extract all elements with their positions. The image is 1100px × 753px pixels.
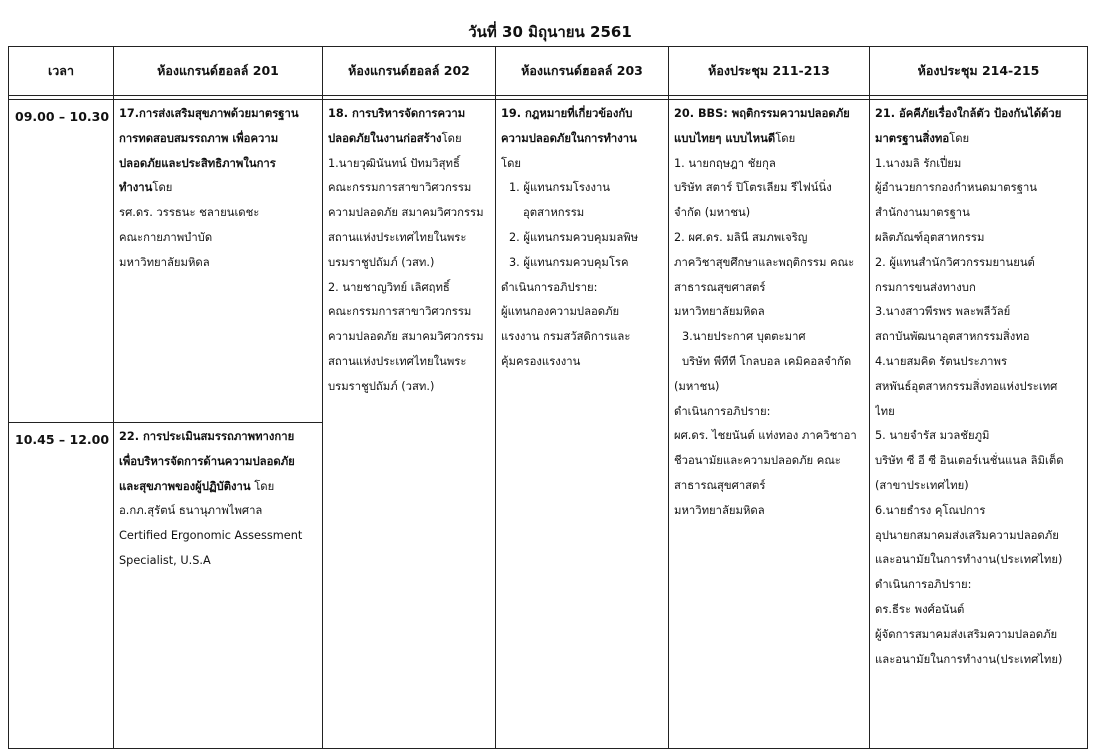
session-title-suffix: โดย <box>949 131 970 145</box>
header-room-203: ห้องแกรนด์ฮอลล์ 203 <box>496 47 669 96</box>
speaker-line: และอนามัยในการทำงาน(ประเทศไทย) <box>875 553 1063 567</box>
speaker-line: โดย <box>501 156 522 170</box>
speaker-line: ดำเนินการอภิปราย: <box>875 578 972 592</box>
speaker-line: 1.นายวุฒินันทน์ ปัทมวิสุทธิ์ <box>328 156 460 170</box>
session-title-line: แบบไทยๆ แบบไหนดี <box>674 131 776 145</box>
speaker-line: 3.นางสาวพีรพร พละพลีวัลย์ <box>875 305 1011 319</box>
speaker-line: ไทย <box>875 404 895 418</box>
session-title-line: เพื่อบริหารจัดการด้านความปลอดภัย <box>119 454 295 468</box>
speaker-line: ผลิตภัณฑ์อุตสาหกรรม <box>875 230 985 244</box>
speaker-line: Specialist, U.S.A <box>119 553 211 567</box>
session-title-line: ทำงาน <box>119 181 153 195</box>
speaker-line: บรมราชูปถัมภ์ (วสท.) <box>328 255 435 269</box>
session-title-last-line <box>119 176 318 201</box>
session-cell-201 <box>114 100 323 423</box>
speaker-line: 3.นายประกาศ บุตตะมาศ <box>682 330 806 344</box>
speaker-line: ชีวอนามัยและความปลอดภัย คณะ <box>674 454 841 468</box>
speaker-line: ผู้แทนกองความปลอดภัย <box>501 305 620 319</box>
speaker-line: ผู้อำนวยการกองกำหนดมาตรฐาน <box>875 181 1038 195</box>
session-title-line: 22. การประเมินสมรรถภาพทางกาย <box>119 430 295 443</box>
speaker-line: (มหาชน) <box>674 379 720 393</box>
session-title-last-line <box>328 127 491 152</box>
session-title-line: ความปลอดภัยในการทำงาน <box>501 131 637 145</box>
speaker-line: ผู้จัดการสมาคมส่งเสริมความปลอดภัย <box>875 627 1058 641</box>
speaker-line: กรมการขนส่งทางบก <box>875 280 976 294</box>
speaker-line: ดำเนินการอภิปราย: <box>674 404 771 418</box>
session-title-line: ปลอดภัยและประสิทธิภาพในการ <box>119 156 276 170</box>
header-room-202: ห้องแกรนด์ฮอลล์ 202 <box>323 47 496 96</box>
time-cell: 09.00 – 10.30 <box>9 100 114 423</box>
session-cell-201 <box>114 423 323 749</box>
speaker-line: 3. ผู้แทนกรมควบคุมโรค <box>509 255 629 269</box>
session-title-line: 20. BBS: พฤติกรรมความปลอดภัย <box>674 107 850 120</box>
speaker-line: 1.นางมลิ รักเปี่ยม <box>875 156 962 170</box>
speaker-line: 1. นายกฤษฎา ชัยกุล <box>674 156 776 170</box>
speaker-line: ความปลอดภัย สมาคมวิศวกรรม <box>328 206 484 220</box>
speaker-line: 5. นายจำรัส มวลชัยภูมิ <box>875 429 990 443</box>
header-room-214-215: ห้องประชุม 214-215 <box>870 47 1088 96</box>
speaker-line: รศ.ดร. วรรธนะ ชลายนเดชะ <box>119 206 260 220</box>
speaker-line: Certified Ergonomic Assessment <box>119 529 303 543</box>
speaker-line: และอนามัยในการทำงาน(ประเทศไทย) <box>875 652 1063 666</box>
time-cell: 10.45 – 12.00 <box>9 423 114 749</box>
speaker-line: 2. ผศ.ดร. มลินี สมภพเจริญ <box>674 230 808 244</box>
page-title: วันที่ 30 มิถุนายน 2561 <box>468 23 632 41</box>
speaker-line: สถาบันพัฒนาอุตสาหกรรมสิ่งทอ <box>875 330 1030 344</box>
speaker-line: ความปลอดภัย สมาคมวิศวกรรม <box>328 330 484 344</box>
speaker-line: มหาวิทยาลัยมหิดล <box>119 255 210 269</box>
table-row <box>9 100 1088 423</box>
session-title-last-line <box>674 127 865 152</box>
session-title-suffix: โดย <box>250 479 275 493</box>
speaker-line: บริษัท สตาร์ ปิโตรเลียม รีไฟน์นิ่ง <box>674 181 832 195</box>
session-title-suffix: โดย <box>441 131 462 145</box>
session-title-line: 21. อัคคีภัยเรื่องใกล้ตัว ป้องกันได้ด้วย <box>875 107 1062 120</box>
speaker-line: แรงงาน กรมสวัสดิการและ <box>501 330 631 344</box>
speaker-line: สถานแห่งประเทศไทยในพระ <box>328 354 467 368</box>
speaker-line: คณะกรรมการสาขาวิศวกรรม <box>328 181 472 195</box>
session-title-line: ปลอดภัยในงานก่อสร้าง <box>328 131 442 145</box>
speaker-line: คณะกรรมการสาขาวิศวกรรม <box>328 305 472 319</box>
session-title-line: 19. กฎหมายที่เกี่ยวข้องกับ <box>501 107 633 120</box>
speaker-line: ภาควิชาสุขศึกษาและพฤติกรรม คณะ <box>674 255 855 269</box>
session-title-suffix: โดย <box>775 131 796 145</box>
speaker-line: บริษัท ซี อี ซี อินเตอร์เนชั่นแนล ลิมิเต็ด <box>875 454 1064 468</box>
session-title-last-line <box>875 127 1083 152</box>
speaker-line: อ.กภ.สุรัตน์ ธนานุภาพไพศาล <box>119 504 263 518</box>
speaker-line: ผศ.ดร. ไชยนันต์ แท่งทอง ภาควิชาอา <box>674 429 857 443</box>
speaker-line: สำนักงานมาตรฐาน <box>875 206 970 220</box>
speaker-line: มหาวิทยาลัยมหิดล <box>674 503 765 517</box>
speaker-line: สาธารณสุขศาสตร์ <box>674 280 766 294</box>
speaker-line: 2. ผู้แทนกรมควบคุมมลพิษ <box>509 230 639 244</box>
speaker-line: จำกัด (มหาชน) <box>674 206 751 220</box>
speaker-line: 2. นายชาญวิทย์ เลิศฤทธิ์ <box>328 280 450 294</box>
speaker-line: (สาขาประเทศไทย) <box>875 478 969 492</box>
speaker-line: 4.นายสมคิด รัตนประภาพร <box>875 354 1008 368</box>
session-cell-214-215 <box>870 100 1088 749</box>
session-cell-202 <box>323 100 496 749</box>
speaker-line: 1. ผู้แทนกรมโรงงาน <box>509 181 611 195</box>
session-title-line: การทดสอบสมรรถภาพ เพื่อความ <box>119 131 279 145</box>
header-room-211-213: ห้องประชุม 211-213 <box>669 47 870 96</box>
session-title-last-line <box>119 475 318 500</box>
speaker-line: อุตสาหกรรม <box>523 206 585 220</box>
speaker-line: บริษัท พีทีที โกลบอล เคมิคอลจำกัด <box>682 354 852 368</box>
speaker-line: คุ้มครองแรงงาน <box>501 354 581 368</box>
header-row <box>9 47 1088 96</box>
speaker-line: ดร.ธีระ พงศ์อนันต์ <box>875 602 965 616</box>
speaker-line: บรมราชูปถัมภ์ (วสท.) <box>328 379 435 393</box>
speaker-line: สถานแห่งประเทศไทยในพระ <box>328 230 467 244</box>
header-room-201: ห้องแกรนด์ฮอลล์ 201 <box>114 47 323 96</box>
session-title-line: มาตรฐานสิ่งทอ <box>875 131 950 145</box>
speaker-line: มหาวิทยาลัยมหิดล <box>674 305 765 319</box>
session-title-line: 17.การส่งเสริมสุขภาพด้วยมาตรฐาน <box>119 107 299 120</box>
speaker-line: 6.นายธำรง คุโณปการ <box>875 503 986 517</box>
speaker-line: ดำเนินการอภิปราย: <box>501 280 598 294</box>
speaker-line: คณะกายภาพบำบัด <box>119 230 213 244</box>
speaker-line: 2. ผู้แทนสำนักวิศวกรรมยานยนต์ <box>875 255 1035 269</box>
session-title-suffix: โดย <box>152 181 173 195</box>
session-title-line: 18. การบริหารจัดการความ <box>328 107 466 120</box>
schedule-table <box>8 46 1088 749</box>
speaker-line: สาธารณสุขศาสตร์ <box>674 478 766 492</box>
session-cell-203 <box>496 100 669 749</box>
speaker-line: อุปนายกสมาคมส่งเสริมความปลอดภัย <box>875 528 1059 542</box>
session-title-line: และสุขภาพของผู้ปฏิบัติงาน <box>119 479 251 493</box>
header-time: เวลา <box>9 47 114 96</box>
session-cell-211-213 <box>669 100 870 749</box>
speaker-line: สหพันธ์อุตสาหกรรมสิ่งทอแห่งประเทศ <box>875 379 1058 393</box>
